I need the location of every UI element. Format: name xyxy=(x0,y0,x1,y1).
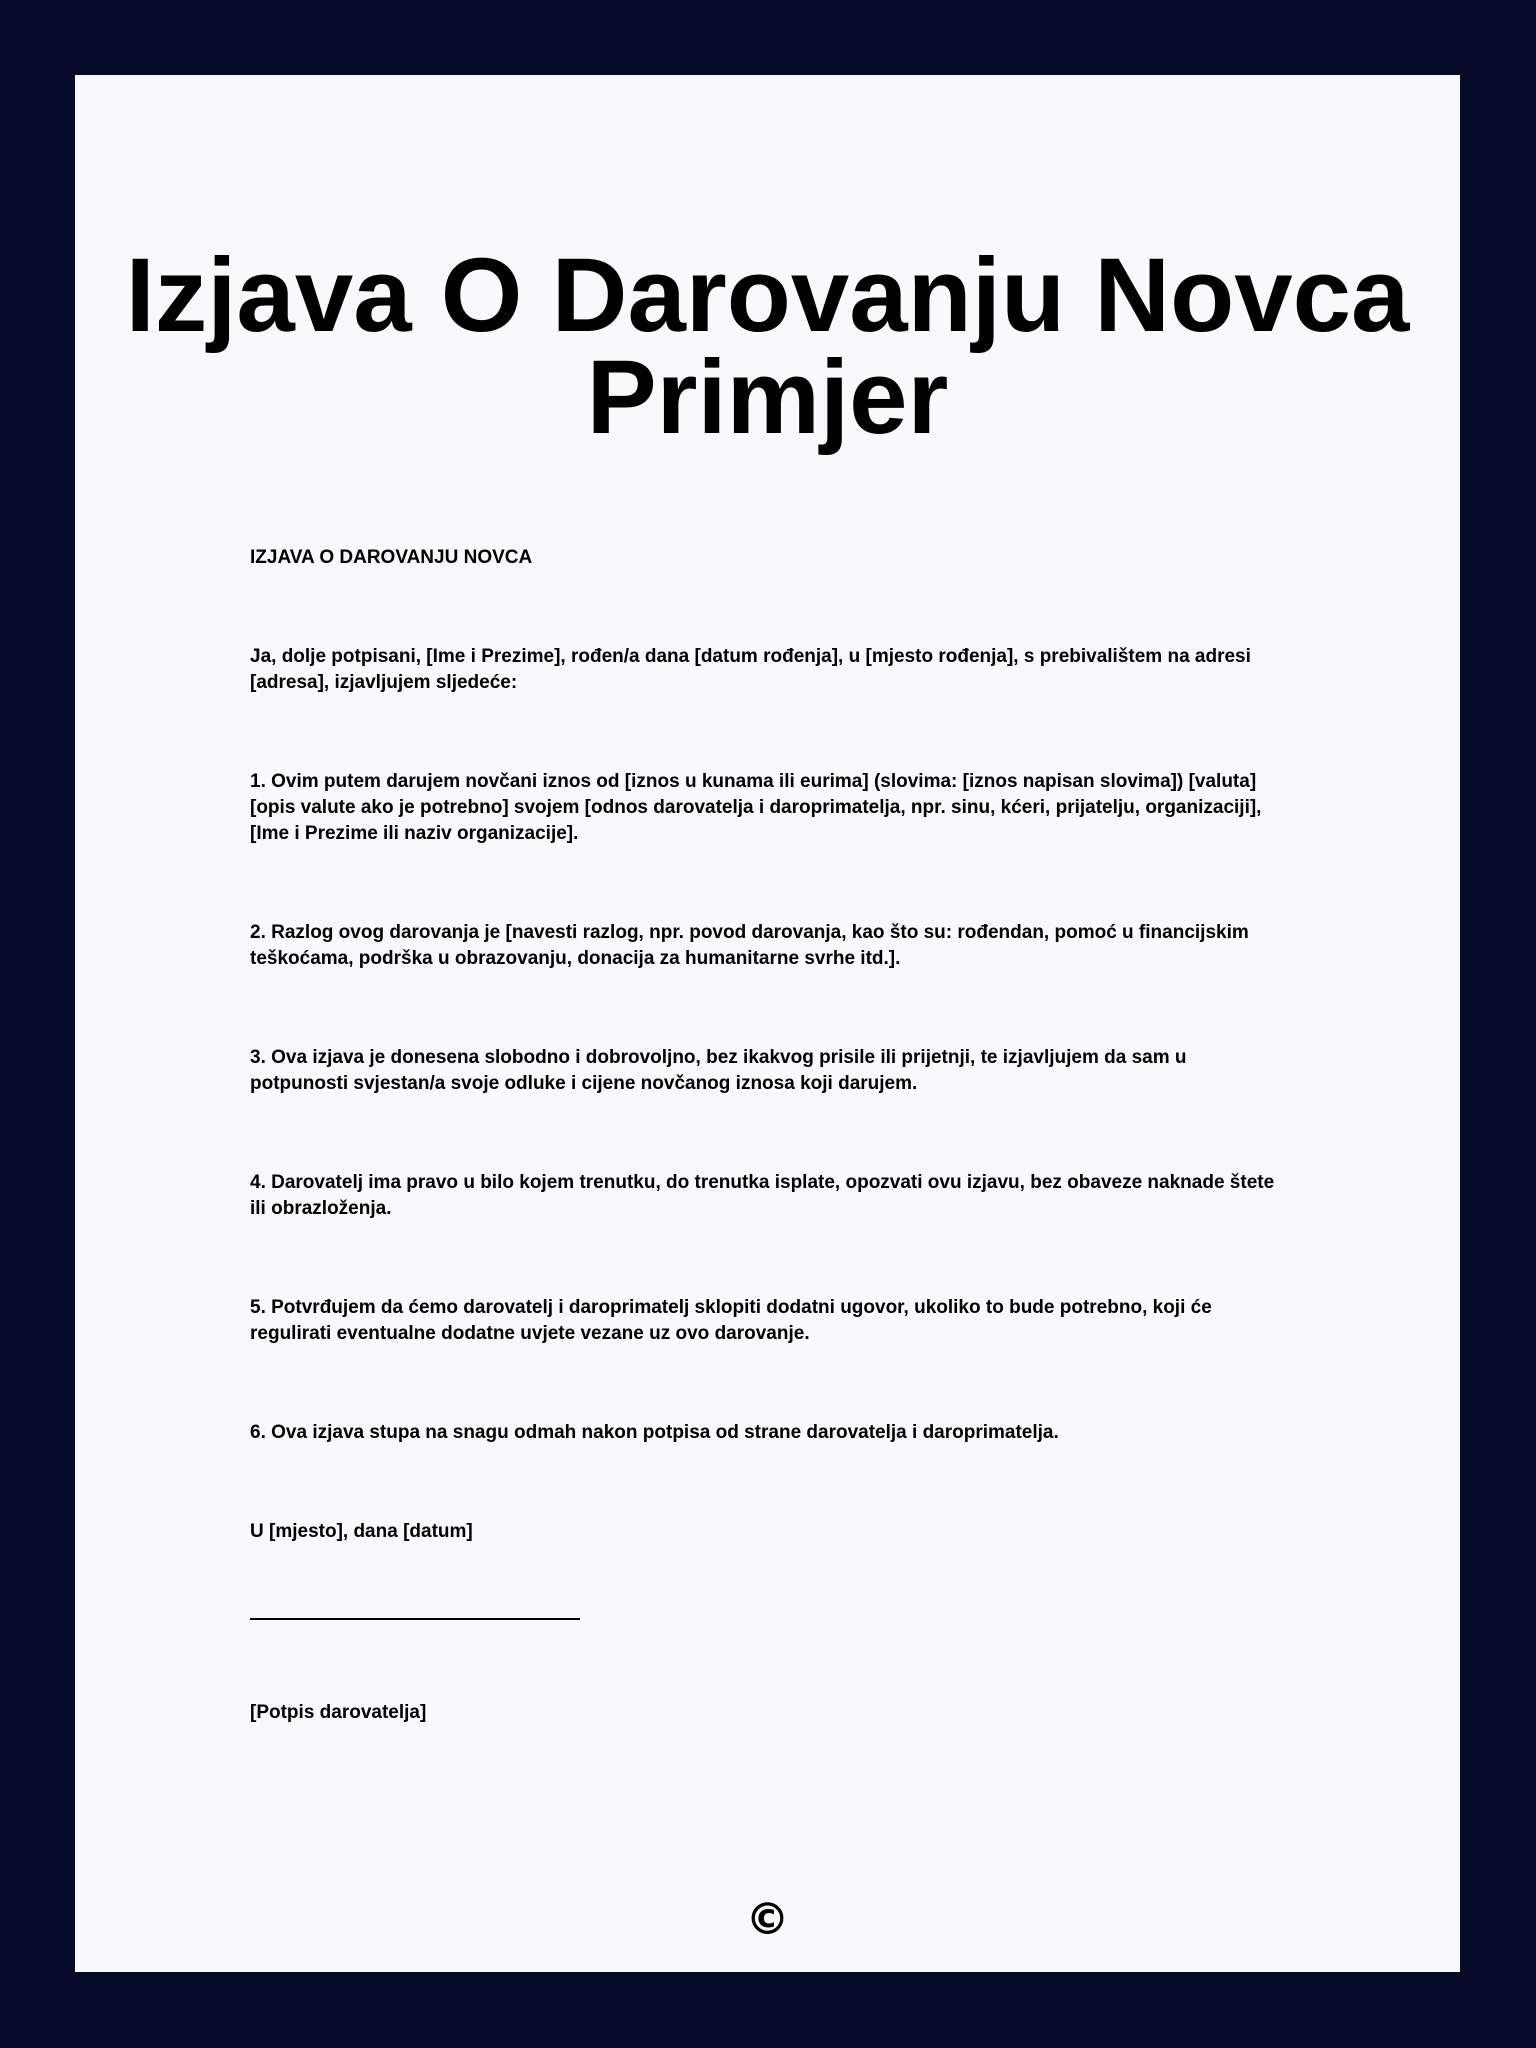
document-body xyxy=(250,545,1280,1799)
signature-line xyxy=(250,1618,580,1620)
document-title: Izjava O Darovanju Novca Primjer xyxy=(125,237,1410,456)
clause-6-paragraph: 6. Ova izjava stupa na snagu odmah nakon potpisa od strane darovatelja i daroprimatelja. xyxy=(250,1422,1059,1443)
place-date-line: U [mjesto], dana [datum] xyxy=(250,1521,473,1542)
document-page xyxy=(75,75,1460,1972)
clause-2-paragraph: 2. Razlog ovog darovanja je [navesti razlog, npr. povod darovanja, kao što su: rođendan, pomoć u financijskim teškoćama, podrška u obrazovanju, donacija za humanitarne svrhe itd.]. xyxy=(250,922,1249,969)
intro-paragraph: Ja, dolje potpisani, [Ime i Prezime], rođen/a dana [datum rođenja], u [mjesto rođenja], s prebivalištem na adresi [adresa], izjavljujem sljedeće: xyxy=(250,646,1251,693)
clause-4-paragraph: 4. Darovatelj ima pravo u bilo kojem trenutku, do trenutka isplate, opozvati ovu izjavu, bez obaveze naknade štete ili obrazloženja. xyxy=(250,1172,1275,1219)
signature-label: [Potpis darovatelja] xyxy=(250,1702,427,1723)
copyright-icon: © xyxy=(745,1894,790,1945)
clause-5-paragraph: 5. Potvrđujem da ćemo darovatelj i daroprimatelj sklopiti dodatni ugovor, ukoliko to bude potrebno, koji će regulirati eventualne dodatne uvjete vezane uz ovo darovanje. xyxy=(250,1297,1212,1344)
clause-1-paragraph: 1. Ovim putem darujem novčani iznos od [iznos u kunama ili eurima] (slovima: [iznos napisan slovima]) [valuta] [opis valute ako je potrebno] svojem [odnos darovatelja i daroprimatelja, npr. sinu, kćeri, prijatelju, organizaciji], [Ime i Prezime ili naziv organizacije]. xyxy=(250,771,1262,844)
clause-3-paragraph: 3. Ova izjava je donesena slobodno i dobrovoljno, bez ikakvog prisile ili prijetnji, te izjavljujem da sam u potpunosti svjestan/a svoje odluke i cijene novčanog iznosa koji darujem. xyxy=(250,1047,1187,1094)
document-heading: IZJAVA O DAROVANJU NOVCA xyxy=(250,547,533,568)
